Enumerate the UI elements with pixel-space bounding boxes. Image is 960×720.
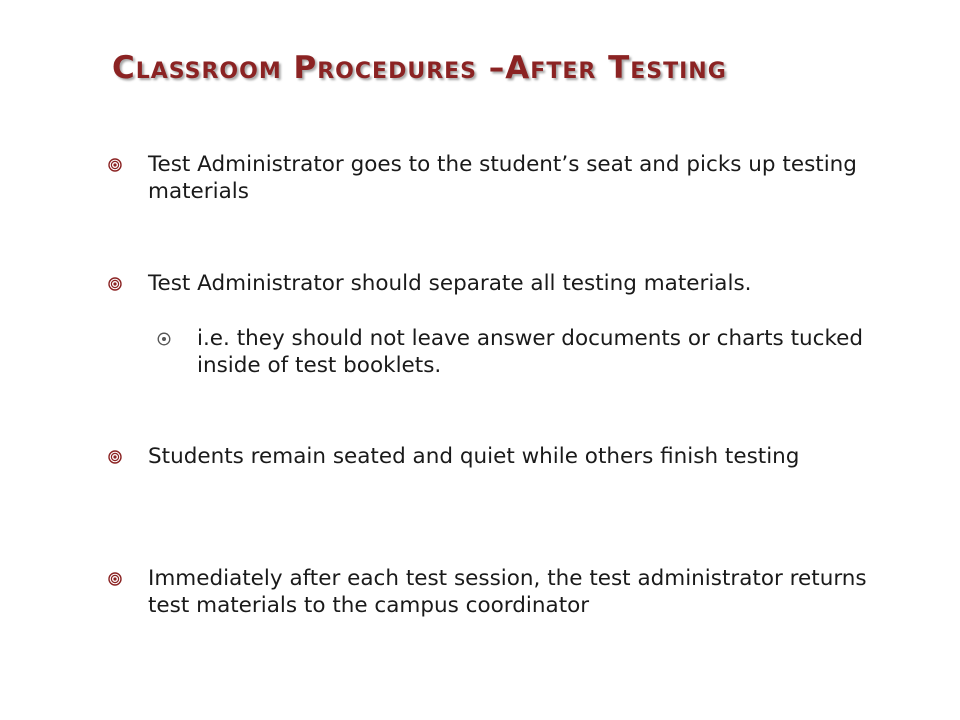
bullet-item: [108, 151, 868, 205]
target-bullet-icon: [108, 277, 122, 291]
bullet-text: Test Administrator should separate all testing materials.: [148, 271, 752, 296]
circle-dot-bullet-icon: [157, 332, 171, 346]
bullet-item: [108, 565, 868, 619]
sub-bullet-item: [157, 325, 877, 379]
bullet-item: [108, 443, 868, 470]
slide-title: Classroom Procedures –After Testing: [112, 50, 727, 86]
target-bullet-icon: [108, 572, 122, 586]
sub-bullet-text: i.e. they should not leave answer documents or charts tucked inside of test booklets.: [197, 326, 864, 378]
target-bullet-icon: [108, 158, 122, 172]
bullet-text: Test Administrator goes to the student’s seat and picks up testing materials: [148, 152, 857, 204]
bullet-text: Students remain seated and quiet while others finish testing: [148, 444, 800, 469]
bullet-text: Immediately after each test session, the test administrator returns test materials to the campus coordinator: [148, 566, 867, 618]
bullet-item: [108, 270, 868, 297]
target-bullet-icon: [108, 450, 122, 464]
